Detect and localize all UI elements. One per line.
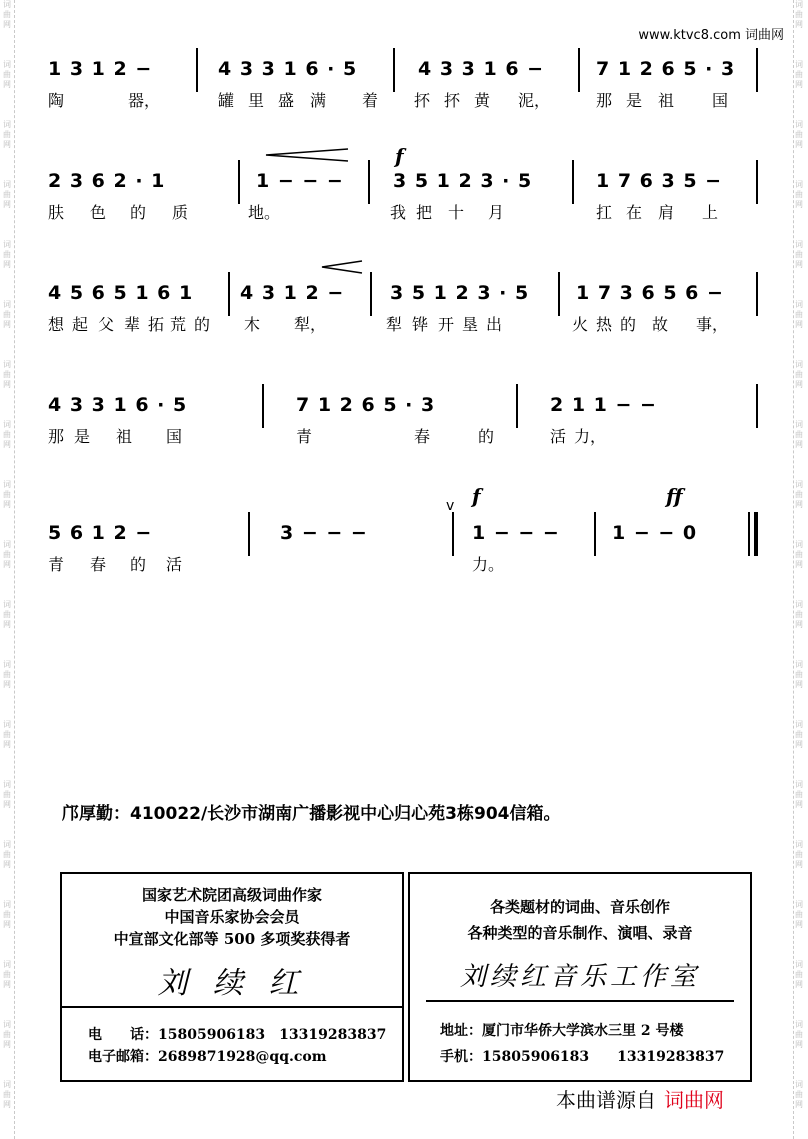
lyric: 器， xyxy=(128,91,161,110)
barline xyxy=(756,160,758,204)
lyric: 满 xyxy=(310,91,327,110)
barline xyxy=(516,384,518,428)
lyric: 质 xyxy=(172,203,189,222)
lyric: 春 xyxy=(414,427,431,446)
watermark-text: 词 曲 网 xyxy=(3,420,11,449)
watermark-text: 词 曲 网 xyxy=(795,420,803,449)
watermark-text: 词 曲 网 xyxy=(3,1020,11,1049)
watermark-text: 词 曲 网 xyxy=(795,240,803,269)
lyric: 盛 xyxy=(278,91,295,110)
composer-name: 刘 续 红 xyxy=(157,966,307,1001)
title-line: 中宣部文化部等 500 多项奖获得者 xyxy=(113,930,351,948)
barline xyxy=(756,272,758,316)
watermark-text: 词 曲 网 xyxy=(3,780,11,809)
lyric: 拓 xyxy=(148,315,165,334)
contact-line: 邝厚勤：410022/长沙市湖南广播影视中心归心苑3栋904信箱。 xyxy=(62,804,561,824)
measure: 4 3 3 1 6 − xyxy=(418,58,545,80)
studio-info-box xyxy=(408,872,752,1082)
breath-mark: v xyxy=(446,498,455,514)
measure: 1 3 1 2 − xyxy=(48,58,153,80)
lyric: 里 xyxy=(248,91,265,110)
lyric: 地。 xyxy=(248,203,281,222)
lyric: 垦 xyxy=(462,315,479,334)
lyric: 故 xyxy=(652,315,669,334)
lyric: 的 xyxy=(130,203,147,222)
watermark-text: 词 曲 网 xyxy=(3,660,11,689)
barline xyxy=(228,272,230,316)
dynamic-forte: f xyxy=(472,484,481,508)
watermark-text: 词 曲 网 xyxy=(795,1080,803,1109)
watermark-text: 词 曲 网 xyxy=(795,840,803,869)
lyric: 是 xyxy=(626,91,643,110)
measure: 7 1 2 6 5 · 3 xyxy=(596,58,736,80)
barline xyxy=(238,160,240,204)
barline xyxy=(393,48,395,92)
measure: 1 7 3 6 5 6 − xyxy=(576,282,724,304)
watermark-text: 词 曲 网 xyxy=(3,720,11,749)
source-label: 本曲谱源自 xyxy=(556,1088,656,1112)
watermark-text: 词 曲 网 xyxy=(795,720,803,749)
watermark-text: 词 曲 网 xyxy=(3,840,11,869)
site-header[interactable]: www.ktvc8.com 词曲网 xyxy=(638,28,784,43)
composer-info-box xyxy=(60,872,404,1082)
lyric: 肤 xyxy=(48,203,65,222)
address-line: 地址：厦门市华侨大学滨水三里 2 号楼 xyxy=(440,1023,684,1039)
lyric: 青 xyxy=(296,427,313,446)
final-barline-thin xyxy=(748,512,750,556)
lyric: 黄 xyxy=(474,91,491,110)
lyric: 火 xyxy=(572,315,589,334)
measure: 5 6 1 2 − xyxy=(48,522,153,544)
lyric: 犁， xyxy=(294,315,327,334)
lyric: 的 xyxy=(130,555,147,574)
measure: 1 − − 0 xyxy=(612,522,698,544)
lyric: 父 xyxy=(98,315,115,334)
lyric: 木 xyxy=(244,315,261,334)
measure: 4 3 1 2 − xyxy=(240,282,345,304)
lyric: 事， xyxy=(696,315,729,334)
lyric: 青 xyxy=(48,555,65,574)
watermark-text: 词 曲 网 xyxy=(795,900,803,929)
lyric: 犁 xyxy=(386,315,403,334)
service-line: 各类题材的词曲、音乐创作 xyxy=(489,898,670,916)
lyric: 国 xyxy=(166,427,183,446)
lyric: 我 xyxy=(390,203,407,222)
lyric: 着 xyxy=(362,91,379,110)
crescendo-mark xyxy=(264,148,350,162)
lyric: 荒 xyxy=(170,315,187,334)
measure: 2 1 1 − − xyxy=(550,394,657,416)
measure: 7 1 2 6 5 · 3 xyxy=(296,394,436,416)
lyric: 起 xyxy=(72,315,89,334)
lyric: 陶 xyxy=(48,91,65,110)
measure: 4 5 6 5 1 6 1 xyxy=(48,282,194,304)
measure: 3 5 1 2 3 · 5 xyxy=(390,282,530,304)
notes-row xyxy=(48,272,768,312)
watermark-text: 词 曲 网 xyxy=(795,780,803,809)
watermark-text: 词 曲 网 xyxy=(795,1020,803,1049)
watermark-text: 词 曲 网 xyxy=(3,600,11,629)
barline xyxy=(262,384,264,428)
lyric: 色 xyxy=(90,203,107,222)
watermark-text: 词 曲 网 xyxy=(3,900,11,929)
crescendo-mark xyxy=(320,260,364,274)
source-credit xyxy=(556,1084,724,1113)
notes-row xyxy=(48,160,768,200)
lyric: 辈 xyxy=(124,315,141,334)
lyric: 抔 xyxy=(444,91,461,110)
watermark-text: 词 曲 网 xyxy=(795,0,803,29)
lyric: 出 xyxy=(486,315,503,334)
watermark-text: 词 曲 网 xyxy=(795,960,803,989)
notes-row xyxy=(48,512,768,552)
watermark-text: 词 曲 网 xyxy=(3,60,11,89)
watermark-text: 词 曲 网 xyxy=(795,180,803,209)
lyric: 泥， xyxy=(518,91,551,110)
barline xyxy=(370,272,372,316)
watermark-text: 词 曲 网 xyxy=(3,1080,11,1109)
lyric: 把 xyxy=(416,203,433,222)
measure: 4 3 3 1 6 · 5 xyxy=(48,394,188,416)
watermark-text: 词 曲 网 xyxy=(3,120,11,149)
barline xyxy=(452,512,454,556)
phone-line: 电 话：15805906183 13319283837 xyxy=(88,1027,387,1043)
notes-row xyxy=(48,48,768,88)
lyric: 是 xyxy=(74,427,91,446)
watermark-text: 词 曲 网 xyxy=(795,120,803,149)
measure: 3 5 1 2 3 · 5 xyxy=(393,170,533,192)
watermark-text: 词 曲 网 xyxy=(795,480,803,509)
watermark-text: 词 曲 网 xyxy=(3,960,11,989)
lyric: 那 xyxy=(48,427,65,446)
lyric: 活 xyxy=(166,555,183,574)
lyric: 上 xyxy=(702,203,719,222)
watermark-text: 词 曲 网 xyxy=(795,360,803,389)
service-line: 各种类型的音乐制作、演唱、录音 xyxy=(467,924,693,942)
lyric: 活 xyxy=(550,427,567,446)
lyric: 热 xyxy=(596,315,613,334)
watermark-text: 词 曲 网 xyxy=(3,360,11,389)
lyric: 的 xyxy=(194,315,211,334)
watermark-text: 词 曲 网 xyxy=(3,240,11,269)
lyric: 国 xyxy=(712,91,729,110)
lyric: 肩 xyxy=(658,203,675,222)
watermark-text: 词 曲 网 xyxy=(795,540,803,569)
watermark-text: 词 曲 网 xyxy=(3,300,11,329)
lyric: 的 xyxy=(478,427,495,446)
barline xyxy=(594,512,596,556)
email-line[interactable]: 电子邮箱：2689871928@qq.com xyxy=(88,1049,327,1065)
barline xyxy=(756,48,758,92)
barline xyxy=(196,48,198,92)
watermark-text: 词 曲 网 xyxy=(3,480,11,509)
watermark-text: 词 曲 网 xyxy=(3,180,11,209)
lyric: 的 xyxy=(620,315,637,334)
barline xyxy=(756,384,758,428)
watermark-text: 词 曲 网 xyxy=(3,0,11,29)
lyric: 抔 xyxy=(414,91,431,110)
notes-row xyxy=(48,384,768,424)
lyric: 祖 xyxy=(116,427,133,446)
dynamic-fortissimo: ff xyxy=(666,484,683,508)
measure: 1 7 6 3 5 − xyxy=(596,170,723,192)
measure: 3 − − − xyxy=(280,522,368,544)
source-site-link[interactable]: 词曲网 xyxy=(664,1088,724,1112)
barline xyxy=(368,160,370,204)
lyric: 春 xyxy=(90,555,107,574)
watermark-text: 词 曲 网 xyxy=(795,660,803,689)
divider xyxy=(426,1000,734,1002)
lyric: 开 xyxy=(438,315,455,334)
watermark-text: 词 曲 网 xyxy=(3,540,11,569)
measure: 1 − − − xyxy=(472,522,560,544)
measure: 2 3 6 2 · 1 xyxy=(48,170,166,192)
lyric: 铧 xyxy=(412,315,429,334)
watermark-text: 词 曲 网 xyxy=(795,300,803,329)
lyric: 想 xyxy=(48,315,65,334)
barline xyxy=(248,512,250,556)
measure: 1 − − − xyxy=(256,170,344,192)
dynamic-forte: f xyxy=(395,144,404,168)
barline xyxy=(572,160,574,204)
title-line: 中国音乐家协会会员 xyxy=(164,908,300,926)
studio-name: 刘续红音乐工作室 xyxy=(459,962,700,992)
lyric: 扛 xyxy=(596,203,613,222)
watermark-text: 词 曲 网 xyxy=(795,60,803,89)
final-barline-thick xyxy=(754,512,758,556)
lyric: 罐 xyxy=(218,91,235,110)
lyric: 祖 xyxy=(658,91,675,110)
barline xyxy=(558,272,560,316)
lyric: 力， xyxy=(574,427,607,446)
lyric: 力。 xyxy=(472,555,505,574)
lyric: 月 xyxy=(488,203,505,222)
lyric: 那 xyxy=(596,91,613,110)
watermark-text: 词 曲 网 xyxy=(795,600,803,629)
divider xyxy=(62,1006,402,1008)
title-line: 国家艺术院团高级词曲作家 xyxy=(141,886,322,904)
measure: 4 3 3 1 6 · 5 xyxy=(218,58,358,80)
lyric: 十 xyxy=(448,203,465,222)
mobile-line: 手机：15805906183 13319283837 xyxy=(440,1049,725,1065)
lyric: 在 xyxy=(626,203,643,222)
barline xyxy=(578,48,580,92)
